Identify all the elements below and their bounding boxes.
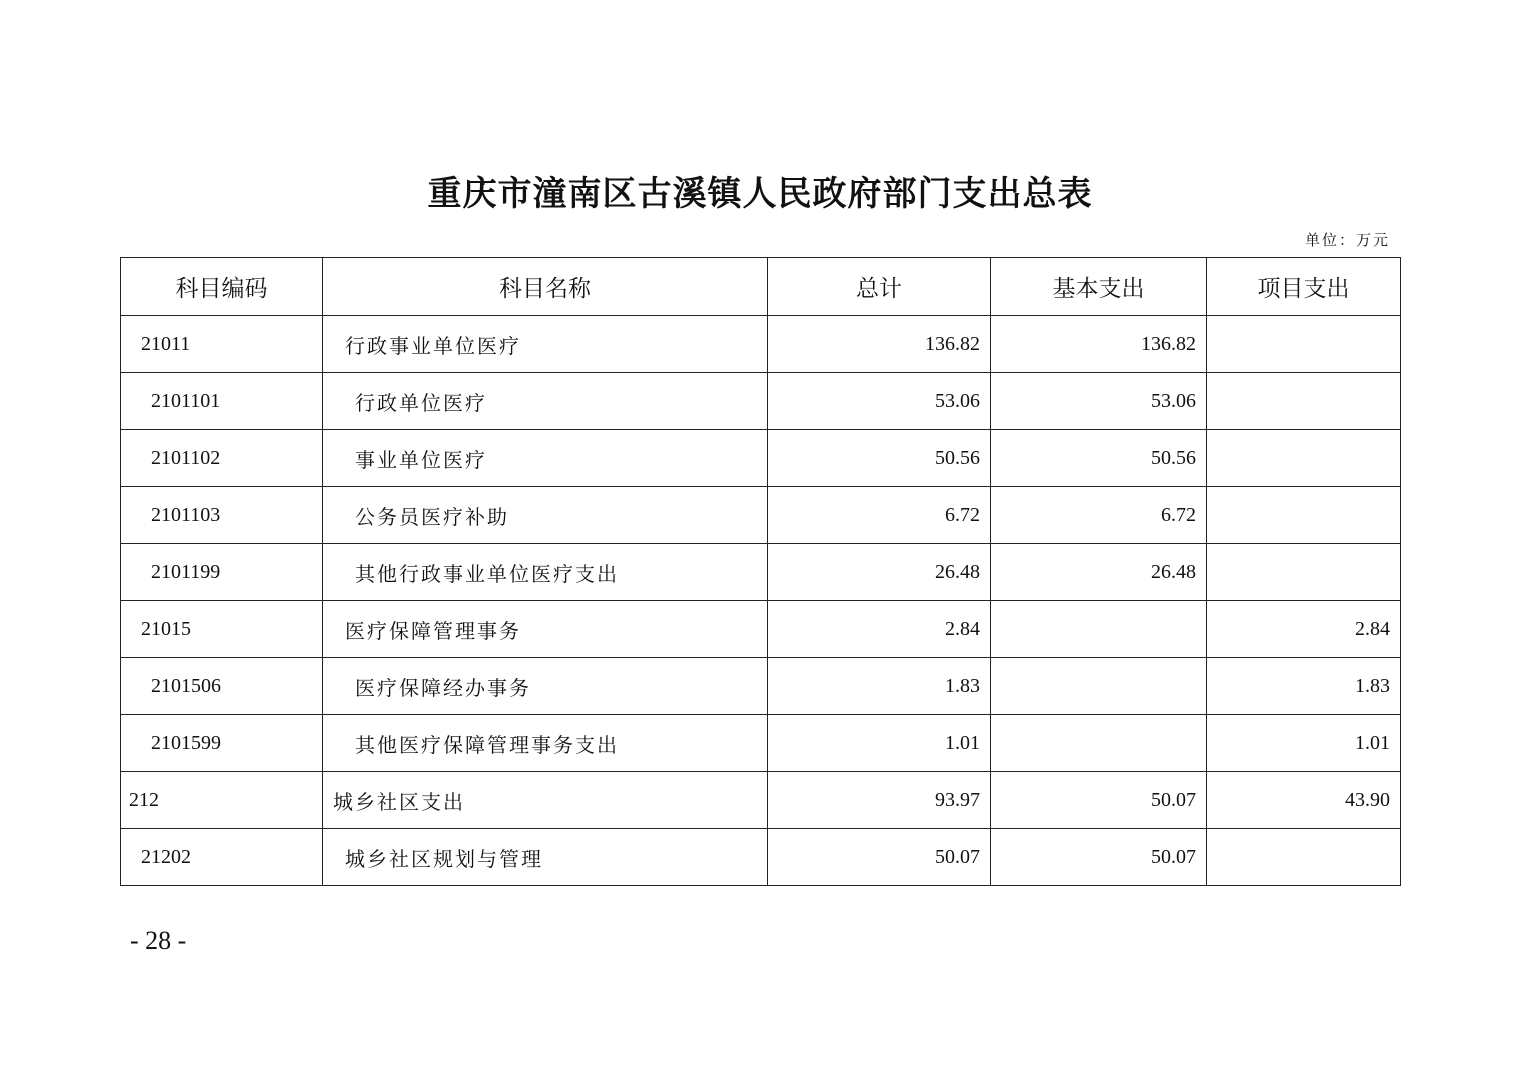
cell-name: 事业单位医疗: [323, 430, 768, 487]
cell-project: [1207, 544, 1401, 601]
cell-code: 212: [121, 772, 323, 829]
cell-basic: 53.06: [991, 373, 1207, 430]
cell-total: 50.56: [768, 430, 991, 487]
cell-basic: 136.82: [991, 316, 1207, 373]
table-row: [121, 430, 1401, 487]
cell-code: 2101599: [121, 715, 323, 772]
cell-basic: 26.48: [991, 544, 1207, 601]
cell-code: 2101101: [121, 373, 323, 430]
table-row: [121, 772, 1401, 829]
cell-code: 21015: [121, 601, 323, 658]
header-project: 项目支出: [1207, 258, 1401, 316]
cell-project: 1.83: [1207, 658, 1401, 715]
cell-name: 行政事业单位医疗: [323, 316, 768, 373]
cell-total: 93.97: [768, 772, 991, 829]
cell-name: 行政单位医疗: [323, 373, 768, 430]
cell-name: 医疗保障经办事务: [323, 658, 768, 715]
page-number: - 28 -: [130, 926, 187, 955]
header-code: 科目编码: [121, 258, 323, 316]
cell-code: 2101506: [121, 658, 323, 715]
cell-project: [1207, 316, 1401, 373]
cell-total: 2.84: [768, 601, 991, 658]
table-row: [121, 373, 1401, 430]
cell-basic: 50.07: [991, 772, 1207, 829]
cell-total: 1.83: [768, 658, 991, 715]
cell-project: [1207, 373, 1401, 430]
cell-basic: [991, 601, 1207, 658]
cell-code: 2101199: [121, 544, 323, 601]
cell-project: [1207, 487, 1401, 544]
cell-basic: 50.56: [991, 430, 1207, 487]
cell-name: 其他行政事业单位医疗支出: [323, 544, 768, 601]
cell-name: 城乡社区支出: [323, 772, 768, 829]
header-name: 科目名称: [323, 258, 768, 316]
cell-project: 2.84: [1207, 601, 1401, 658]
table-row: [121, 487, 1401, 544]
cell-name: 公务员医疗补助: [323, 487, 768, 544]
cell-total: 1.01: [768, 715, 991, 772]
cell-basic: [991, 715, 1207, 772]
table-row: [121, 316, 1401, 373]
cell-project: [1207, 430, 1401, 487]
cell-code: 2101102: [121, 430, 323, 487]
unit-label: 单位：万元: [1304, 231, 1390, 249]
cell-total: 26.48: [768, 544, 991, 601]
cell-code: 21202: [121, 829, 323, 886]
table-row: [121, 601, 1401, 658]
cell-basic: [991, 658, 1207, 715]
cell-total: 50.07: [768, 829, 991, 886]
cell-basic: 50.07: [991, 829, 1207, 886]
table-row: [121, 829, 1401, 886]
table-row: [121, 715, 1401, 772]
cell-name: 医疗保障管理事务: [323, 601, 768, 658]
table-body: [121, 316, 1401, 886]
cell-name: 其他医疗保障管理事务支出: [323, 715, 768, 772]
cell-code: 21011: [121, 316, 323, 373]
table-header-row: [121, 258, 1401, 316]
cell-project: [1207, 829, 1401, 886]
header-basic: 基本支出: [991, 258, 1207, 316]
cell-total: 136.82: [768, 316, 991, 373]
cell-basic: 6.72: [991, 487, 1207, 544]
cell-total: 53.06: [768, 373, 991, 430]
cell-total: 6.72: [768, 487, 991, 544]
table-row: [121, 544, 1401, 601]
cell-project: 1.01: [1207, 715, 1401, 772]
table-row: [121, 658, 1401, 715]
cell-project: 43.90: [1207, 772, 1401, 829]
cell-code: 2101103: [121, 487, 323, 544]
cell-name: 城乡社区规划与管理: [323, 829, 768, 886]
page-title: 重庆市潼南区古溪镇人民政府部门支出总表: [427, 174, 1093, 214]
expense-table: [120, 257, 1401, 886]
header-total: 总计: [768, 258, 991, 316]
